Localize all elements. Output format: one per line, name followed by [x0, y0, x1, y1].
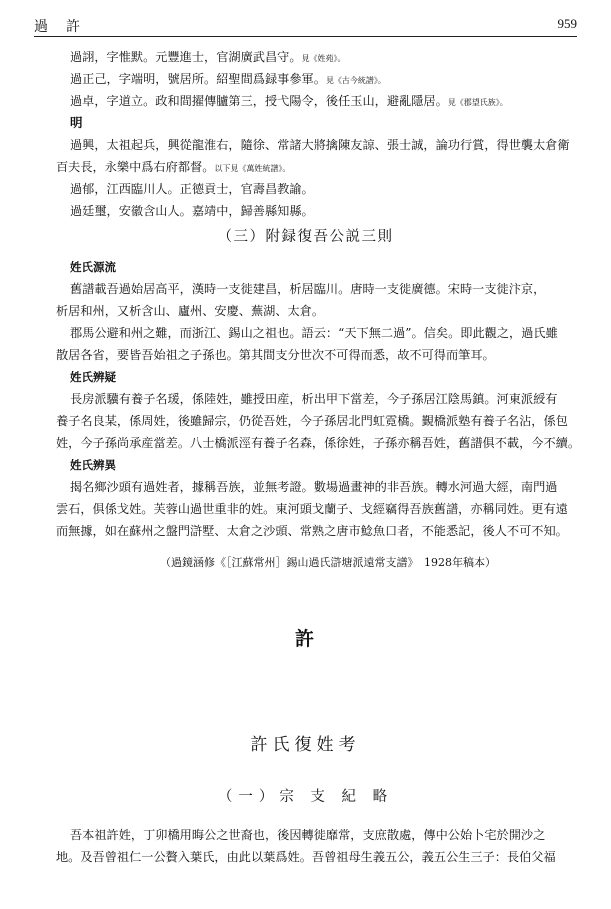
section-label-doubt: 姓氏辨疑 [70, 370, 116, 384]
source-note: 見《郡望氏族》。 [447, 98, 508, 107]
entry-line: 過詡，字惟默。元豐進士，官湖廣武昌守。見《姓苑》。 [70, 50, 346, 64]
source-note: 見《古今統譜》。 [325, 76, 386, 85]
section-label-origin: 姓氏源流 [70, 260, 116, 274]
section-title: （一）宗 支 紀 略 [217, 789, 394, 805]
entry-line: 過卓，字道立。政和間擢傳臚第三，授弋陽令，後任玉山，避亂隱居。見《郡望氏族》。 [70, 94, 508, 108]
entry-line: 百夫長，永樂中爲右府都督。以下見《萬姓統譜》。 [56, 160, 291, 174]
running-header [34, 14, 577, 37]
page-number: 959 [557, 16, 577, 31]
paragraph-line: 揭名鄉沙頭有過姓者，據稱吾族，並無考證。數場過畫神的非吾族。轉水河過大經，南門過 [70, 480, 558, 494]
paragraph-line: 舊譜載吾過始居高平，漢時一支徙建昌，析居臨川。唐時一支徙廣德。宋時一支徙汴京， [70, 282, 546, 296]
source-note: 以下見《萬姓統譜》。 [214, 164, 291, 173]
paragraph-line: 姓，今子孫尚承産當差。八士橋派涇有養子名森，係徐姓，子孫亦稱吾姓，舊譜俱不載，今不續。 [56, 436, 581, 450]
entry-line: 過郁，江西臨川人。正德貢士，官壽昌教諭。 [70, 182, 314, 196]
paragraph-line: 而無據，如在蘇州之盤門滸墅、太倉之沙頭、常熟之唐市鯰魚口者，不能悉記，後人不可不知。 [56, 524, 568, 538]
entry-line: 過興，太祖起兵，興從龍淮右，隨徐、常諸大將擒陳友諒、張士誠，論功行賞，得世襲太倉衛 [70, 138, 570, 152]
article-title: 許氏復姓考 [250, 735, 361, 755]
paragraph-line: 養子名良某，係周姓，後雖歸宗，仍從吾姓，今子孫居北門虹霓橋。覲橋派塾有養子名沾，係包 [56, 414, 568, 428]
paragraph-line: 散居各省，要皆吾始祖之子孫也。第其間支分世次不可得而悉，故不可得而筆耳。 [56, 348, 495, 362]
appendix-title: （三）附録復吾公説三則 [217, 229, 394, 245]
paragraph-line: 吾本祖許姓，丁卯橋用晦公之世裔也，後因轉徙靡常，支庶散處，傳中公始卜宅於開沙之 [70, 828, 546, 842]
paragraph-line: 雲石，俱係戈姓。芙蓉山過世重非的姓。東河頭戈蘭子、戈經竊得吾族舊譜，亦稱同姓。更有遠 [56, 502, 568, 516]
entry-line: 過正己，字端明，號居所。紹聖間爲録事參軍。見《古今統譜》。 [70, 72, 386, 86]
paragraph-line: 郡馬公避和州之難，而浙江、錫山之祖也。語云：“天下無二過”。信矣。即此觀之，過氏雖 [70, 326, 558, 340]
surname-heading: 許 [294, 628, 316, 650]
header-title: 過 許 [34, 19, 82, 35]
section-label-difference: 姓氏辨異 [70, 458, 116, 472]
dynasty-heading: 明 [70, 115, 83, 130]
source-citation: （過鏡涵修《［江蘇常州］錫山過氏滸塘派遠常支譜》 1928年稿本） [160, 556, 496, 569]
source-note: 見《姓苑》。 [301, 54, 346, 63]
paragraph-line: 長房派驥有養子名瑗，係陸姓，雖授田産，析出甲下當差，今子孫居江陰馬鎮。河東派綬有 [70, 392, 558, 406]
entry-line: 過廷璽，安徽含山人。嘉靖中，歸善縣知縣。 [70, 204, 314, 218]
paragraph-line: 地。及吾曾祖仁一公贅入葉氏，由此以葉爲姓。吾曾祖母生義五公，義五公生三子：長伯父福 [56, 850, 556, 864]
paragraph-line: 析居和州，又析含山、廬州、安慶、蕪湖、太倉。 [56, 304, 325, 318]
